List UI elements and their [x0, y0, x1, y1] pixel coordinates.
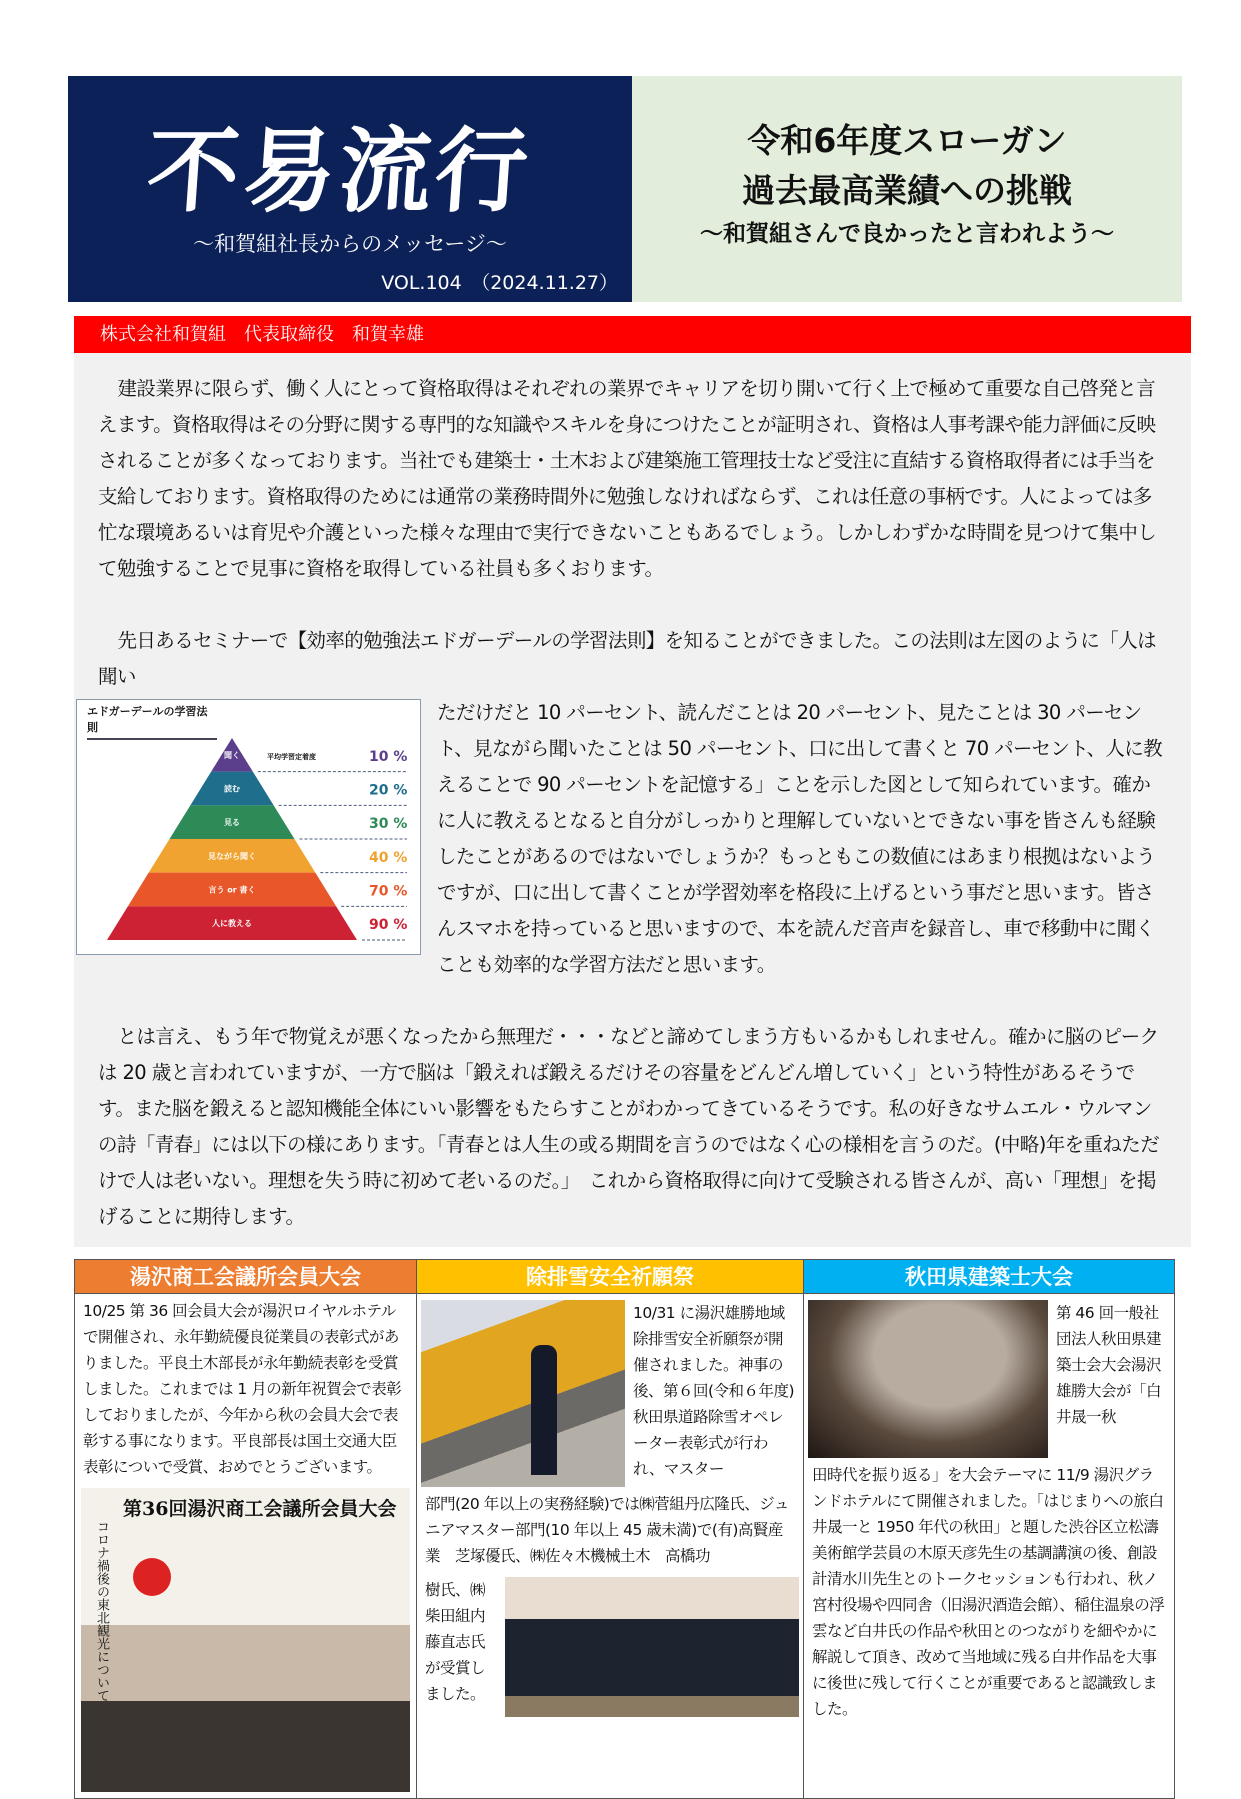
pyramid-level-value: 70 %: [369, 883, 408, 900]
news-columns: [74, 1259, 1175, 1799]
paragraph-2-intro: 先日あるセミナーで【効率的勉強法エドガーデールの学習法則】を知ることができました。この法則は左図のように「人は聞い: [98, 629, 1157, 688]
learning-pyramid-figure: [76, 699, 421, 955]
column-text-b: 部門(20 年以上の実務経験)では㈱菅組丹広隆氏、ジュニアマスター部門(10 年以上 45 歳未満)で(有)高賢産業 芝塚優氏、㈱佐々木機械土木 高橋功: [425, 1495, 789, 1565]
volume-date: VOL.104 （2024.11.27）: [381, 272, 618, 294]
column-text-b: 田時代を振り返る」を大会テーマに 11/9 湯沢グランドホテルにて開催されました。「はじまりへの旅白井晟一と 1950 年代の秋田」と題した渋谷区立松濤美術館学芸員の木原天彦先生の基調講演の後、創設計清水川先生とのトークセッションも行われ、秋ノ宮村役場や四同舎（旧湯沢酒造会館）、稲住温泉の浮雲など白井氏の作品や秋田とのつながりを細やかに解説して頂き、改めて当地域に残る白井作品を大事に後世に残して行くことが重要であると認識致しました。: [812, 1466, 1165, 1718]
newsletter-subtitle: ～和賀組社長からのメッセージ～: [193, 232, 507, 256]
pyramid-level-label: 人に教える: [212, 919, 252, 929]
paragraph-1: 建設業界に限らず、働く人にとって資格取得はそれぞれの業界でキャリアを切り開いて行く上で極めて重要な自己啓発と言えます。資格取得はその分野に関する専門的な知識やスキルを身につけたことが証明され、資格は人事考課や能力評価に反映されることが多くなっております。当社でも建築士・土木および建築施工管理技士など受注に直結する資格取得者には手当を支給しております。資格取得のためには通常の業務時間外に勉強しなければならず、これは任意の事柄です。人によっては多忙な環境あるいは育児や介護といった様々な理由で実行できないこともあるでしょう。しかしわずかな時間を見つけて集中して勉強することで見事に資格を取得している社員も多くおります。: [98, 377, 1157, 580]
pyramid-level-value: 30 %: [369, 816, 408, 833]
newsletter-title: 不易流行: [143, 117, 536, 225]
paragraph-3: とは言え、もう年で物覚えが悪くなったから無理だ・・・などと諦めてしまう方もいるかもしれません。確かに脳のピークは 20 歳と言われていますが、一方で脳は「鍛えれば鍛えるだけその容量をどんどん増していく」という特性があるそうです。また脳を鍛えると認知機能全体にいい影響をもたらすことがわかってきているそうです。私の好きなサムエル・ウルマンの詩「青春」には以下の様にあります。「青春とは人生の或る期間を言うのではなく心の様相を言うのだ。(中略)年を重ねただけで人は老いない。理想を失う時に初めて老いるのだ。」 これから資格取得に向けて受験される皆さんが、高い「理想」を掲げることに期待します。: [98, 1025, 1160, 1228]
pyramid-chart: [77, 700, 422, 956]
pyramid-level-value: 40 %: [369, 849, 408, 866]
award-group-photo: [505, 1577, 799, 1717]
column-text-c: 樹氏、㈱柴田組内藤直志氏が受賞しました。: [425, 1581, 486, 1703]
pyramid-level-label: 見ながら聞く: [208, 851, 256, 861]
pyramid-level-value: 20 %: [369, 782, 408, 799]
news-column-chamber: [75, 1260, 417, 1798]
pyramid-level-label: 見る: [224, 818, 240, 828]
author-bar: 株式会社和賀組 代表取締役 和賀幸雄: [74, 316, 1191, 353]
figure-legend: 平均学習定着度: [267, 753, 316, 761]
meeting-group-photo: [81, 1488, 410, 1792]
pyramid-level-label: 言う or 書く: [208, 885, 256, 895]
pyramid-level-label: 聞く: [224, 750, 240, 760]
column-heading: 除排雪安全祈願祭: [417, 1260, 803, 1294]
column-text-a: 10/31 に湯沢雄勝地域除排雪安全祈願祭が開催されました。神事の後、第６回(令和６年度)秋田県道路除雪オペレーター表彰式が行われ、マスター: [633, 1304, 795, 1478]
news-column-snow-ceremony: [417, 1260, 804, 1798]
slogan-block: [632, 76, 1182, 302]
figure-title: エドガーデールの学習法則: [87, 704, 217, 740]
column-heading: 湯沢商工会議所会員大会: [75, 1260, 416, 1294]
pyramid-level-value: 90 %: [369, 917, 408, 934]
slogan-label: 令和6年度スローガン: [747, 121, 1067, 160]
news-column-architects: [804, 1260, 1174, 1798]
pyramid-level-label: 読む: [224, 784, 240, 794]
column-heading: 秋田県建築士大会: [804, 1260, 1174, 1294]
photo-banner-text: 第36回湯沢商工会議所会員大会: [123, 1498, 397, 1520]
slogan-main: 過去最高業績への挑戦: [742, 171, 1072, 210]
paragraph-2-body: ただけだと 10 パーセント、読んだことは 20 パーセント、見たことは 30 パーセント、見ながら聞いたことは 50 パーセント、口に出して書くと 70 パーセント、人に教えることで 90 パーセントを記憶する」ことを示した図として知られています。確かに人に教えるとなると自分がしっかりと理解していないとできない事を皆さんも経験したことがあるのではないでしょうか？もっともこの数値にはあまり根拠はないようですが、口に出して書くことが学習効率を格段に上げるという事だと思います。皆さんスマホを持っていると思いますので、本を読んだ音声を録音し、車で移動中に聞くことも効率的な学習方法だと思います。: [437, 701, 1163, 976]
column-text-a: 第 46 回一般社団法人秋田県建築士会大会湯沢雄勝大会が「白井晟一秋: [1056, 1304, 1162, 1426]
flag-icon: [133, 1558, 171, 1596]
message-body: [74, 353, 1191, 1247]
pyramid-level-value: 10 %: [369, 748, 408, 765]
masthead: [68, 76, 1182, 302]
slogan-sub: ～和賀組さんで良かったと言われよう～: [700, 221, 1114, 247]
column-text: 10/25 第 36 回会員大会が湯沢ロイヤルホテルで開催され、永年勤続優良従業員の表彰式がありました。平良土木部長が永年勤続表彰を受賞しました。これまでは 1 月の新年祝賀会で表彰しておりましたが、今年から秋の会員大会で表彰する事になります。平良部長は国土交通大臣表彰についで受賞、おめでとうございます。: [83, 1302, 402, 1476]
talk-session-photo: [808, 1300, 1048, 1458]
masthead-title-block: [68, 76, 632, 302]
ceremony-photo: [421, 1300, 625, 1487]
photo-side-text: コロナ禍後の東北観光について: [94, 1520, 109, 1702]
